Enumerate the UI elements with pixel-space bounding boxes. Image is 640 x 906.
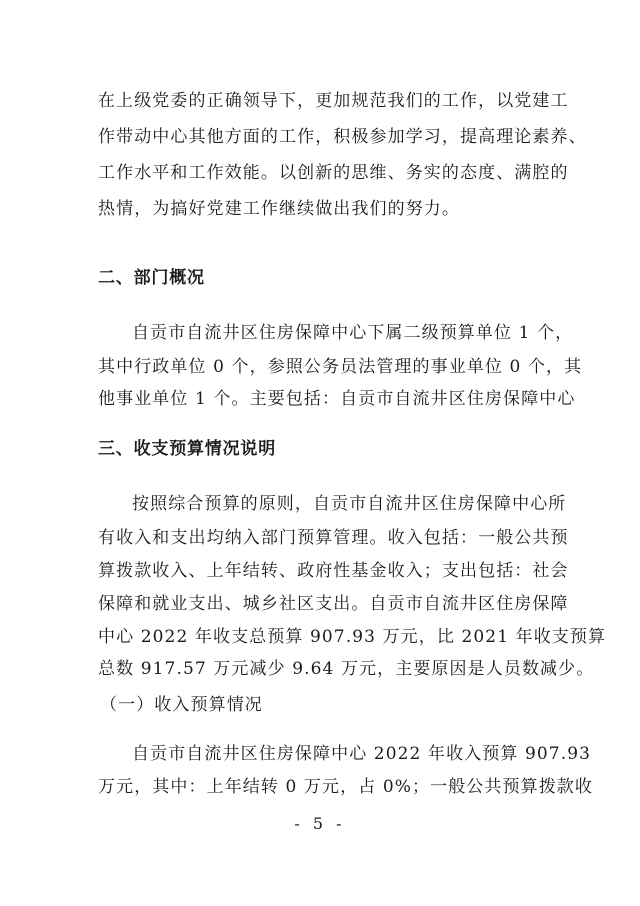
section3-line-2: 有收入和支出均纳入部门预算管理。收入包括：一般公共预 xyxy=(98,528,569,548)
section-heading-budget-explanation: 三、收支预算情况说明 xyxy=(98,439,276,459)
intro-line-4: 热情，为搞好党建工作继续做出我们的努力。 xyxy=(98,199,460,219)
intro-line-1: 在上级党委的正确领导下，更加规范我们的工作，以党建工 xyxy=(98,91,569,111)
subsection1-line-2: 万元，其中：上年结转 0 万元，占 0%；一般公共预算拨款收 xyxy=(98,777,593,797)
section3-line-3: 算拨款收入、上年结转、政府性基金收入；支出包括：社会 xyxy=(98,561,569,581)
section2-line-3: 他事业单位 1 个。主要包括：自贡市自流井区住房保障中心 xyxy=(98,389,576,409)
section3-line-4: 保障和就业支出、城乡社区支出。自贡市自流井区住房保障 xyxy=(98,594,569,614)
section3-line-1: 按照综合预算的原则，自贡市自流井区住房保障中心所 xyxy=(132,494,567,514)
subsection-heading-income-budget: （一）收入预算情况 xyxy=(100,695,263,715)
section2-line-1: 自贡市自流井区住房保障中心下属二级预算单位 1 个， xyxy=(132,323,574,343)
page-number: - 5 - xyxy=(294,814,346,833)
section-heading-department-overview: 二、部门概况 xyxy=(98,268,205,288)
section3-line-5: 中心 2022 年收支总预算 907.93 万元，比 2021 年收支预算 xyxy=(98,627,607,647)
section2-line-2: 其中行政单位 0 个，参照公务员法管理的事业单位 0 个，其 xyxy=(98,357,583,377)
section3-line-6: 总数 917.57 万元减少 9.64 万元，主要原因是人员数减少。 xyxy=(98,659,595,679)
subsection1-line-1: 自贡市自流井区住房保障中心 2022 年收入预算 907.93 xyxy=(132,744,592,764)
intro-line-3: 工作水平和工作效能。以创新的思维、务实的态度、满腔的 xyxy=(98,163,569,183)
intro-line-2: 作带动中心其他方面的工作，积极参加学习，提高理论素养、 xyxy=(98,127,587,147)
